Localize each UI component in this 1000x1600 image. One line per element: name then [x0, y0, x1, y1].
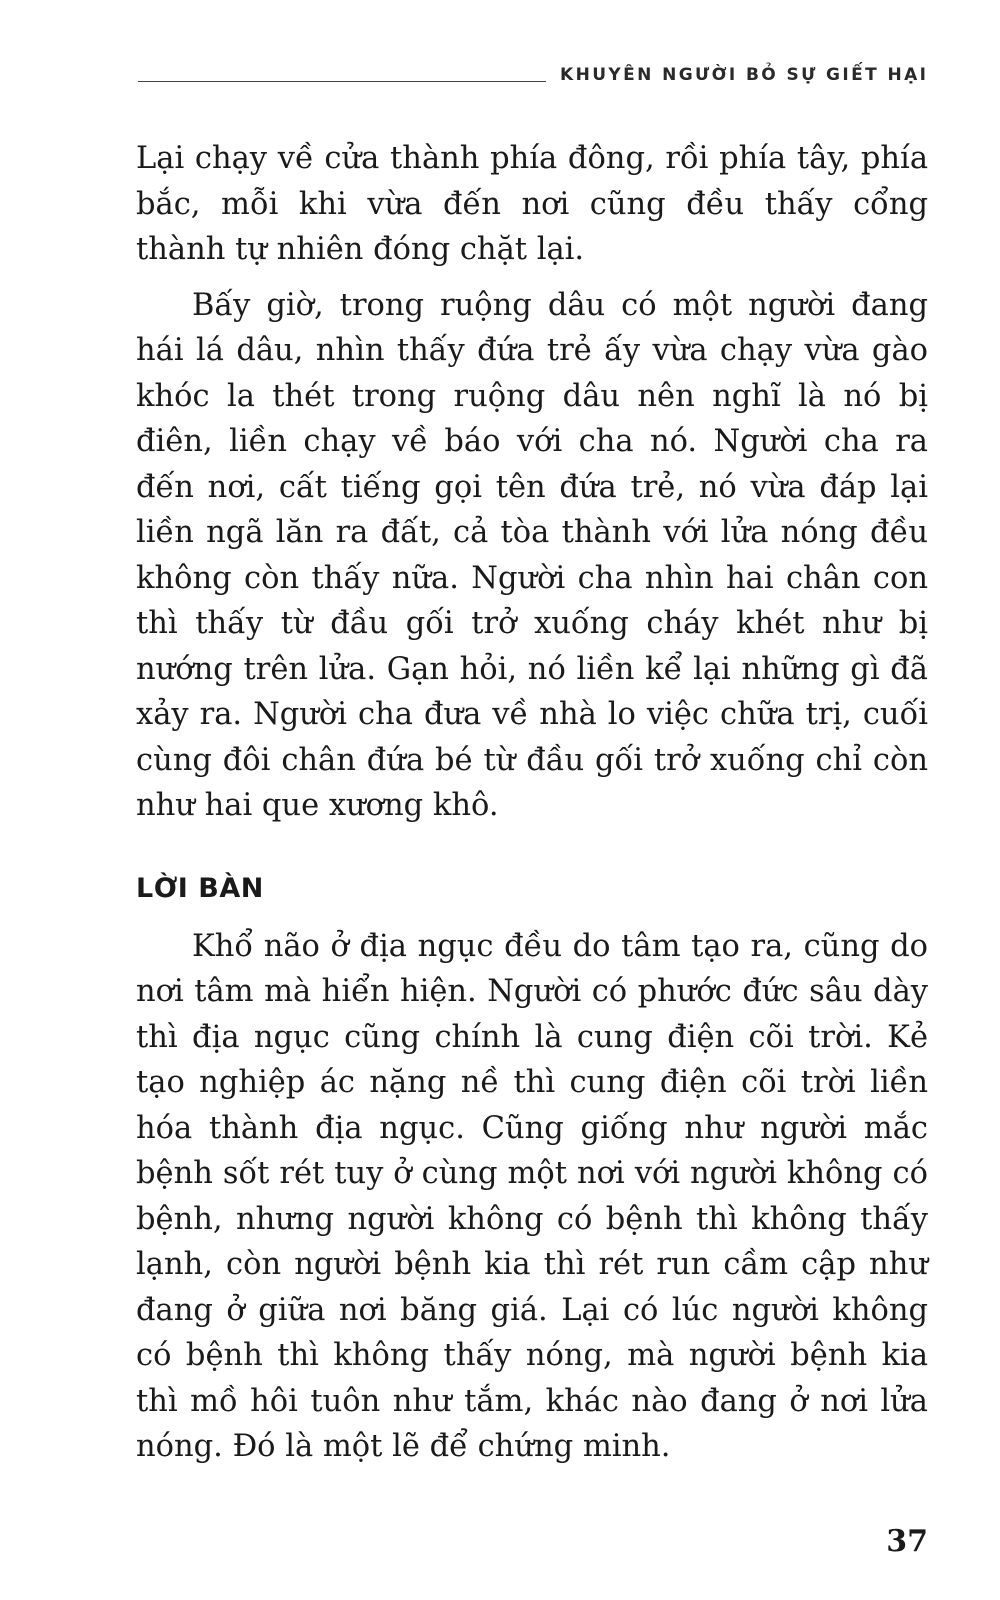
page-body	[136, 136, 928, 1470]
header-rule	[138, 81, 546, 82]
section-heading: LỜI BÀN	[136, 872, 264, 904]
running-header	[138, 62, 928, 88]
body-paragraph-2: Bấy giờ, trong ruộng dâu có một người đang hái lá dâu, nhìn thấy đứa trẻ ấy vừa chạy vừa gào khóc la thét trong ruộng dâu nên nghĩ là nó bị điên, liền chạy về báo với cha nó. Người cha ra đến nơi, cất tiếng gọi tên đứa trẻ, nó vừa đáp lại liền ngã lăn ra đất, cả tòa thành với lửa nóng đều không còn thấy nữa. Người cha nhìn hai chân con thì thấy từ đầu gối trở xuống cháy khét như bị nướng trên lửa. Gạn hỏi, nó liền kể lại những gì đã xảy ra. Người cha đưa về nhà lo việc chữa trị, cuối cùng đôi chân đứa bé từ đầu gối trở xuống chỉ còn như hai que xương khô.	[136, 287, 928, 823]
running-title: KHUYÊN NGƯỜI BỎ SỰ GIẾT HẠI	[560, 65, 929, 85]
body-paragraph-1: Lại chạy về cửa thành phía đông, rồi phía tây, phía bắc, mỗi khi vừa đến nơi cũng đều thấy cổng thành tự nhiên đóng chặt lại.	[136, 141, 928, 267]
page-number: 37	[886, 1524, 928, 1559]
body-paragraph-3: Khổ não ở địa ngục đều do tâm tạo ra, cũng do nơi tâm mà hiển hiện. Người có phước đức sâu dày thì địa ngục cũng chính là cung điện cõi trời. Kẻ tạo nghiệp ác nặng nề thì cung điện cõi trời liền hóa thành địa ngục. Cũng giống như người mắc bệnh sốt rét tuy ở cùng một nơi với người không có bệnh, nhưng người không có bệnh thì không thấy lạnh, còn người bệnh kia thì rét run cầm cập như đang ở giữa nơi băng giá. Lại có lúc người không có bệnh thì không thấy nóng, mà người bệnh kia thì mồ hôi tuôn như tắm, khác nào đang ở nơi lửa nóng. Đó là một lẽ để chứng minh.	[136, 928, 928, 1464]
